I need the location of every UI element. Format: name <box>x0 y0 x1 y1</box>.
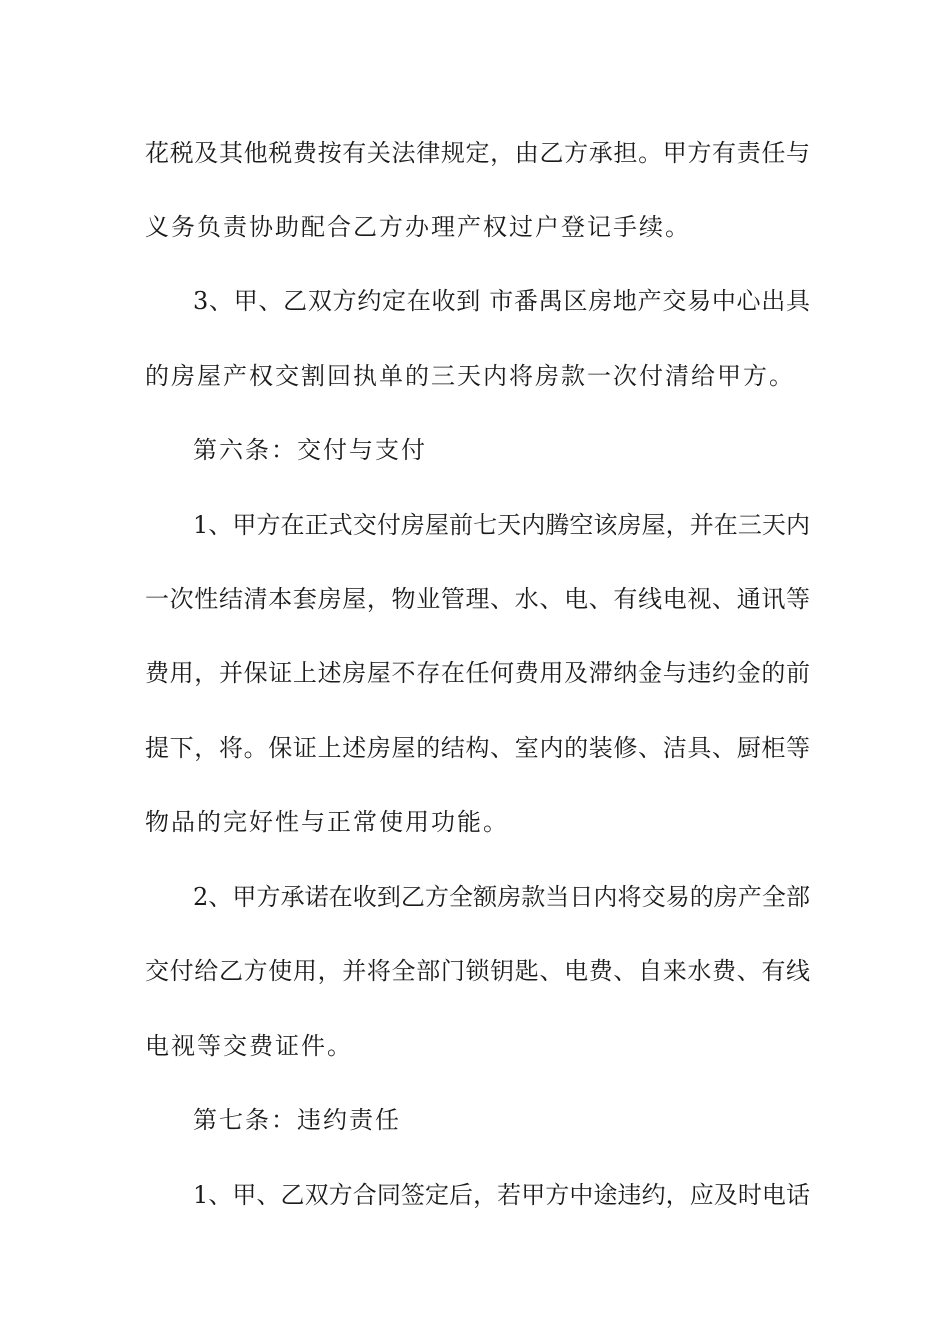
text-line: 提下，将。保证上述房屋的结构、室内的装修、洁具、厨柜等 <box>145 734 810 762</box>
text-line: 1、甲、乙双方合同签定后，若甲方中途违约，应及时电话 <box>193 1181 810 1209</box>
text-line: 交付给乙方使用，并将全部门锁钥匙、电费、自来水费、有线 <box>145 957 810 985</box>
section-heading: 第六条：交付与支付 <box>193 436 427 464</box>
text-line: 花税及其他税费按有关法律规定，由乙方承担。甲方有责任与 <box>145 139 810 167</box>
text-line: 2、甲方承诺在收到乙方全额房款当日内将交易的房产全部 <box>193 883 810 911</box>
text-line: 物品的完好性与正常使用功能。 <box>145 808 509 836</box>
section-heading: 第七条：违约责任 <box>193 1106 401 1134</box>
text-line: 一次性结清本套房屋，物业管理、水、电、有线电视、通讯等 <box>145 585 810 613</box>
text-line: 义务负责协助配合乙方办理产权过户登记手续。 <box>145 213 691 241</box>
text-line: 电视等交费证件。 <box>145 1032 353 1060</box>
text-line: 1、甲方在正式交付房屋前七天内腾空该房屋，并在三天内 <box>193 511 810 539</box>
text-line: 3、甲、乙双方约定在收到 市番禺区房地产交易中心出具 <box>193 287 810 315</box>
text-line: 费用，并保证上述房屋不存在任何费用及滞纳金与违约金的前 <box>145 659 810 687</box>
text-line: 的房屋产权交割回执单的三天内将房款一次付清给甲方。 <box>145 362 795 390</box>
